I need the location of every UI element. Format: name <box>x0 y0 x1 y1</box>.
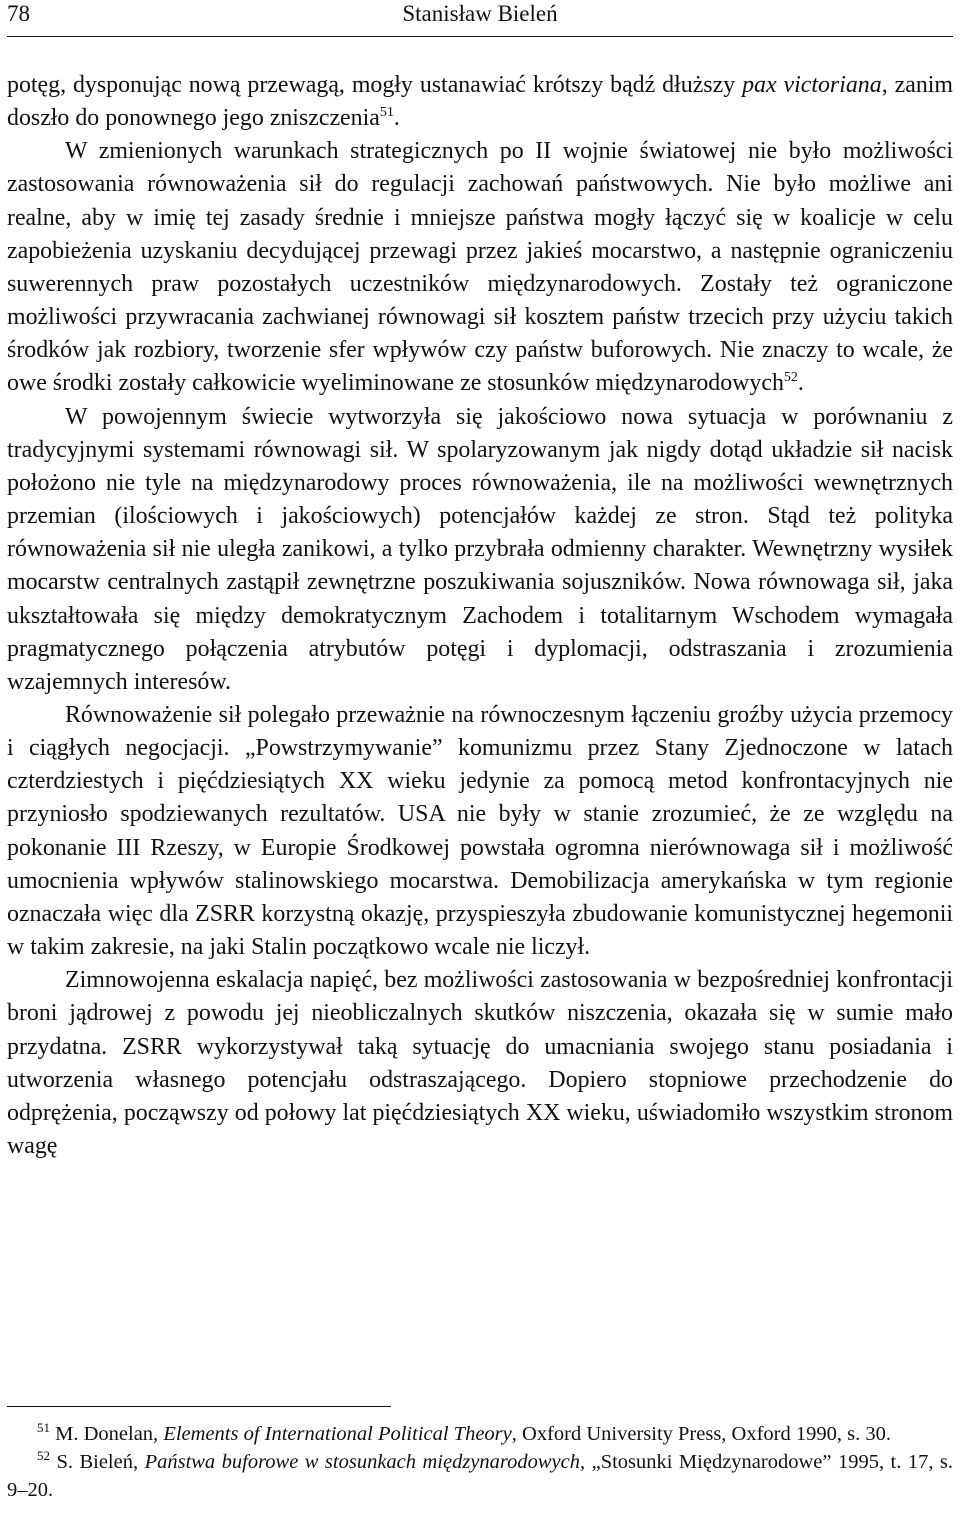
page-header <box>7 0 953 37</box>
footnote-title: Elements of International Political Theory <box>163 1423 512 1445</box>
footnote-separator <box>7 1406 391 1407</box>
page-number: 78 <box>7 1 30 26</box>
text-run: . <box>393 105 400 132</box>
paragraph-3: W powojennym świecie wytworzyła się jakościowo nowa sytuacja w porównaniu z tradycyjnymi systemami równowagi sił. W spolaryzowanym jak nigdy dotąd układzie sił nacisk położono nie tyle na międzynarodowy proces równoważenia, ile na możliwości wewnętrznych przemian (ilościowych i jakościowych) potencjałów każdej ze stron. Stąd też polityka równoważenia sił nie uległa zanikowi, a tylko przybrała odmienny charakter. Wewnętrzny wysiłek mocarstw centralnych zastąpił zewnętrzne poszukiwania sojuszników. Nowa równowaga sił, jaka ukształtowała się między demokratycznym Zachodem i totalitarnym Wschodem wymagała pragmatycznego połączenia atrybutów potęgi i dyplomacji, odstraszania i zrozumienia wzajemnych interesów. <box>7 403 953 695</box>
text-run: . <box>797 370 804 397</box>
footnote-author: S. Bieleń, <box>50 1451 145 1473</box>
text-run: W zmienionych warunkach strategicznych po II wojnie światowej nie było możliwości zastosowania równoważenia sił do regulacji zachowań państwowych. Nie było możliwe ani realne, aby w imię tej zasady średnie i mniejsze państwa mogły łączyć się w koalicje w celu zapobieżenia uzyskaniu decydującej przewagi przez jakieś mocarstwo, a następnie ograniczeniu suwerennych praw pozostałych uczestników międzynarodowych. Zostały też ograniczone możliwości przywracania zachwianej równowagi sił kosztem państw trzecich przy użyciu takich środków jak rozbiory, tworzenie sfer wpływów czy państw buforowych. Nie znaczy to wcale, że owe środki zostały całkowicie wyeliminowane ze stosunków międzynarodowych <box>7 138 953 397</box>
footnotes <box>7 1420 953 1504</box>
paragraph-1 <box>7 69 953 135</box>
footnote-ref-51[interactable]: 51 <box>379 105 394 121</box>
paragraph-5: Zimnowojenna eskalacja napięć, bez możliwości zastosowania w bezpośredniej konfrontacji broni jądrowej z powodu jej nieobliczalnych skutków niszczenia, okazała się w sumie mało przydatna. ZSRR wykorzystywał taką sytuację do umacniania swojego stanu posiadania i utworzenia własnego potencjału odstraszającego. Dopiero stopniowe przechodzenie do odprężenia, począwszy od połowy lat pięćdziesiątych XX wieku, uświadomiło wszystkim stronom wagę <box>7 967 953 1159</box>
footnote-51 <box>7 1420 953 1448</box>
running-head-author: Stanisław Bieleń <box>402 1 558 26</box>
footnote-ref-52[interactable]: 52 <box>783 370 798 386</box>
footnote-publication: , „Stosunki Międzynarodowe” 1995, t. 17, s. 9–20. <box>7 1451 954 1501</box>
footnote-publication: , Oxford University Press, Oxford 1990, s. 30. <box>511 1423 891 1445</box>
footnote-title: Państwa buforowe w stosunkach międzynarodowych <box>144 1451 581 1473</box>
paragraph-2 <box>7 135 953 400</box>
paragraph-4: Równoważenie sił polegało przeważnie na równoczesnym łączeniu groźby użycia przemocy i ciągłych negocjacji. „Powstrzymywanie” komunizmu przez Stany Zjednoczone w latach czterdziestych i pięćdziesiątych XX wieku jedynie za pomocą metod konfrontacyjnych nie przyniosło spodziewanych rezultatów. USA nie były w stanie zrozumieć, że ze względu na pokonanie III Rzeszy, w Europie Środkowej powstała ogromna nierównowaga sił i możliwość umocnienia wpływów stalinowskiego mocarstwa. Demobilizacja amerykańska w tym regionie oznaczała więc dla ZSRR korzystną okazję, przyspieszyła zbudowanie komunistycznej hegemonii w takim zakresie, na jaki Stalin początkowo wcale nie liczył. <box>7 701 953 961</box>
footnote-number: 51 <box>37 1420 50 1436</box>
footnote-52 <box>7 1448 953 1504</box>
text-run: potęg, dysponując nową przewagą, mogły ustanawiać krótszy bądź dłuższy <box>7 72 743 98</box>
italic-term-pax-victoriana: pax victoriana <box>742 72 882 98</box>
footnote-number: 52 <box>37 1448 50 1464</box>
footnote-author: M. Donelan, <box>50 1423 164 1445</box>
body-text <box>7 69 953 1163</box>
text-run: , zanim doszło do ponownego jego zniszczenia <box>7 72 953 132</box>
